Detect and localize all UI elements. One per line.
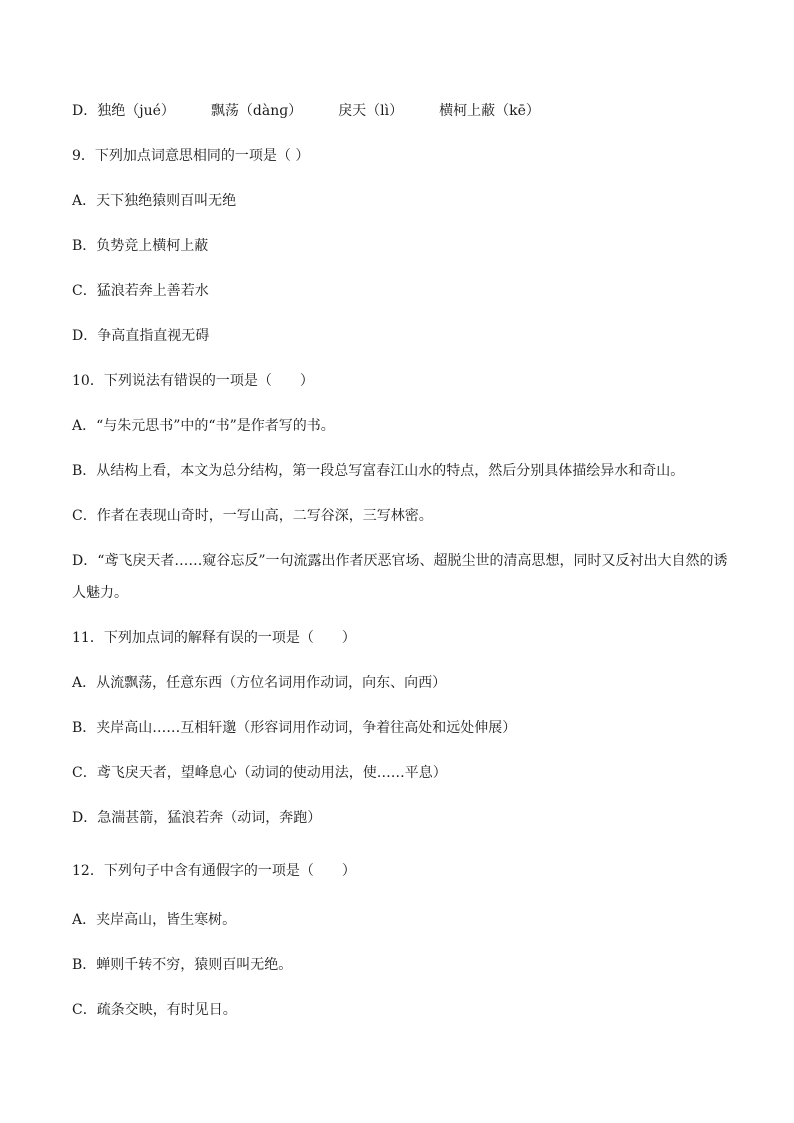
option-label: D． bbox=[72, 103, 98, 119]
pinyin-item: 横柯上蔽（kē） bbox=[439, 103, 540, 119]
question-9-option-b: B．负势竞上横柯上蔽 bbox=[72, 238, 209, 254]
question-9-option-d: D．争高直指直视无碍 bbox=[72, 328, 210, 344]
question-9-option-c: C．猛浪若奔上善若水 bbox=[72, 283, 209, 299]
question-11-option-b: B．夹岸高山……互相轩邈（形容词用作动词，争着往高处和远处伸展） bbox=[72, 720, 517, 736]
question-10-option-c: C．作者在表现山奇时，一写山高，二写谷深，三写林密。 bbox=[72, 508, 433, 524]
question-11-option-a: A．从流飘荡，任意东西（方位名词用作动词，向东、向西） bbox=[72, 675, 447, 691]
question-10: 10．下列说法有错误的一项是（ ） bbox=[72, 373, 314, 389]
pinyin-item: 飘荡（dànɡ） bbox=[210, 103, 303, 119]
question-12-option-b: B．蝉则千转不穷，猿则百叫无绝。 bbox=[72, 957, 293, 973]
pinyin-item: 戾天（lì） bbox=[338, 103, 404, 119]
question-11: 11．下列加点词的解释有误的一项是（ ） bbox=[72, 630, 356, 646]
pinyin-item: 独绝（jué） bbox=[97, 103, 175, 119]
question-10-option-d: D．“鸢飞戾天者……窥谷忘反”一句流露出作者厌恶官场、超脱尘世的清高思想，同时又反衬出大自然的诱人魅力。 bbox=[72, 553, 728, 601]
question-11-option-d: D．急湍甚箭，猛浪若奔（动词，奔跑） bbox=[72, 810, 322, 826]
question-10-option-b: B．从结构上看，本文为总分结构，第一段总写富春江山水的特点，然后分别具体描绘异水和奇山。 bbox=[72, 463, 685, 479]
option-d-pinyin-row bbox=[72, 101, 734, 121]
question-12-option-c: C．疏条交映，有时见日。 bbox=[72, 1002, 237, 1018]
question-12: 12．下列句子中含有通假字的一项是（ ） bbox=[72, 863, 356, 879]
question-10-option-a: A．“与朱元思书”中的“书”是作者写的书。 bbox=[72, 418, 335, 434]
question-12-option-a: A．夹岸高山，皆生寒树。 bbox=[72, 912, 237, 928]
question-9-option-a: A．天下独绝猿则百叫无绝 bbox=[72, 193, 237, 209]
question-11-option-c: C．鸢飞戾天者，望峰息心（动词的使动用法，使……平息） bbox=[72, 765, 447, 781]
question-9: 9．下列加点词意思相同的一项是（ ） bbox=[72, 148, 310, 164]
